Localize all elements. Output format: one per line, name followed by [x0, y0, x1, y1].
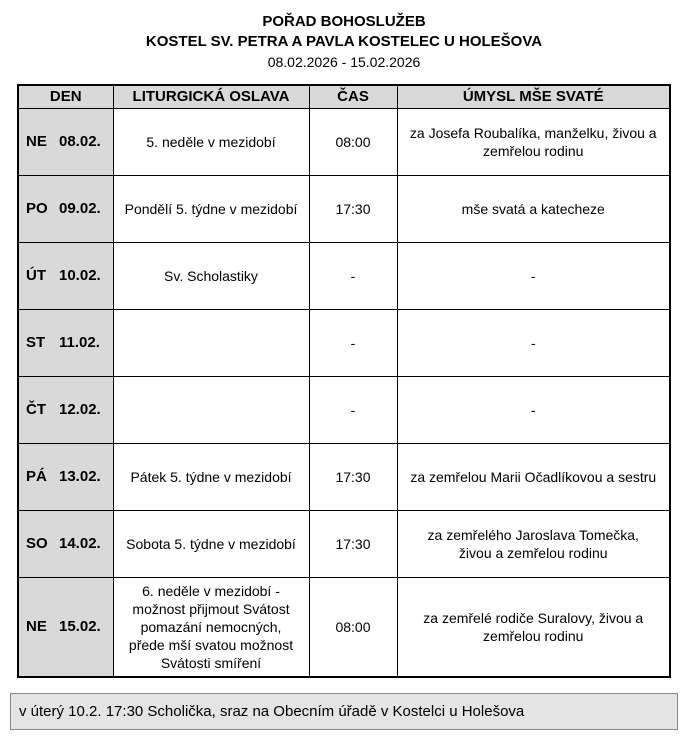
- intention-cell: -: [397, 242, 670, 309]
- column-header-umysl: ÚMYSL MŠE SVATÉ: [397, 85, 670, 108]
- day-date: 12.02.: [59, 401, 101, 418]
- intention-cell: za zemřelou Marii Očadlíkovou a sestru: [397, 443, 670, 510]
- celebration-cell: [113, 376, 309, 443]
- day-abbreviation: ÚT: [26, 267, 46, 284]
- day-abbreviation: NE: [26, 618, 47, 635]
- intention-cell: mše svatá a katecheze: [397, 175, 670, 242]
- day-cell: [18, 309, 113, 376]
- day-abbreviation: ST: [26, 334, 46, 351]
- table-row: [18, 175, 670, 242]
- day-abbreviation: SO: [26, 535, 48, 552]
- date-range: 08.02.2026 - 15.02.2026: [267, 54, 421, 70]
- table-row: [18, 242, 670, 309]
- day-cell: [18, 242, 113, 309]
- day-date: 14.02.: [59, 535, 101, 552]
- header-block: [0, 0, 688, 72]
- celebration-cell: 5. neděle v mezidobí: [113, 108, 309, 175]
- table-row: [18, 309, 670, 376]
- footer-note: v úterý 10.2. 17:30 Scholička, sraz na Obecním úřadě v Kostelci u Holešova: [10, 693, 678, 730]
- day-abbreviation: ČT: [26, 401, 46, 418]
- day-cell: [18, 108, 113, 175]
- column-header-den: DEN: [18, 85, 113, 108]
- time-cell: 08:00: [309, 577, 397, 677]
- day-cell: [18, 443, 113, 510]
- schedule-table: [17, 84, 671, 678]
- day-date: 13.02.: [59, 468, 101, 485]
- column-header-cas: ČAS: [309, 85, 397, 108]
- day-cell: [18, 175, 113, 242]
- day-date: 15.02.: [59, 618, 101, 635]
- intention-cell: za zemřelého Jaroslava Tomečka, živou a zemřelou rodinu: [397, 510, 670, 577]
- day-cell: [18, 376, 113, 443]
- time-cell: 17:30: [309, 175, 397, 242]
- church-name: KOSTEL SV. PETRA A PAVLA KOSTELEC U HOLEŠOVA: [145, 33, 543, 50]
- day-cell: [18, 510, 113, 577]
- time-cell: -: [309, 242, 397, 309]
- intention-cell: za zemřelé rodiče Suralovy, živou a zemřelou rodinu: [397, 577, 670, 677]
- table-row: [18, 108, 670, 175]
- celebration-cell: Pátek 5. týdne v mezidobí: [113, 443, 309, 510]
- table-header-row: [18, 85, 670, 108]
- page-title: POŘAD BOHOSLUŽEB: [262, 13, 426, 30]
- celebration-cell: Pondělí 5. týdne v mezidobí: [113, 175, 309, 242]
- time-cell: 17:30: [309, 443, 397, 510]
- day-date: 11.02.: [59, 334, 100, 351]
- intention-cell: -: [397, 376, 670, 443]
- table-row: [18, 577, 670, 677]
- intention-cell: za Josefa Roubalíka, manželku, živou a zemřelou rodinu: [397, 108, 670, 175]
- table-row: [18, 376, 670, 443]
- time-cell: -: [309, 309, 397, 376]
- celebration-cell: [113, 309, 309, 376]
- time-cell: 08:00: [309, 108, 397, 175]
- day-date: 09.02.: [59, 200, 101, 217]
- day-abbreviation: PO: [26, 200, 48, 217]
- day-date: 08.02.: [59, 133, 101, 150]
- table-row: [18, 510, 670, 577]
- celebration-cell: 6. neděle v mezidobí - možnost přijmout Svátost pomazání nemocných, přede mší svatou možnost Svátosti smíření: [113, 577, 309, 677]
- day-abbreviation: NE: [26, 133, 47, 150]
- celebration-cell: Sobota 5. týdne v mezidobí: [113, 510, 309, 577]
- time-cell: 17:30: [309, 510, 397, 577]
- day-date: 10.02.: [59, 267, 101, 284]
- intention-cell: -: [397, 309, 670, 376]
- celebration-cell: Sv. Scholastiky: [113, 242, 309, 309]
- column-header-liturgicka-oslava: LITURGICKÁ OSLAVA: [113, 85, 309, 108]
- day-cell: [18, 577, 113, 677]
- day-abbreviation: PÁ: [26, 468, 47, 485]
- table-row: [18, 443, 670, 510]
- time-cell: -: [309, 376, 397, 443]
